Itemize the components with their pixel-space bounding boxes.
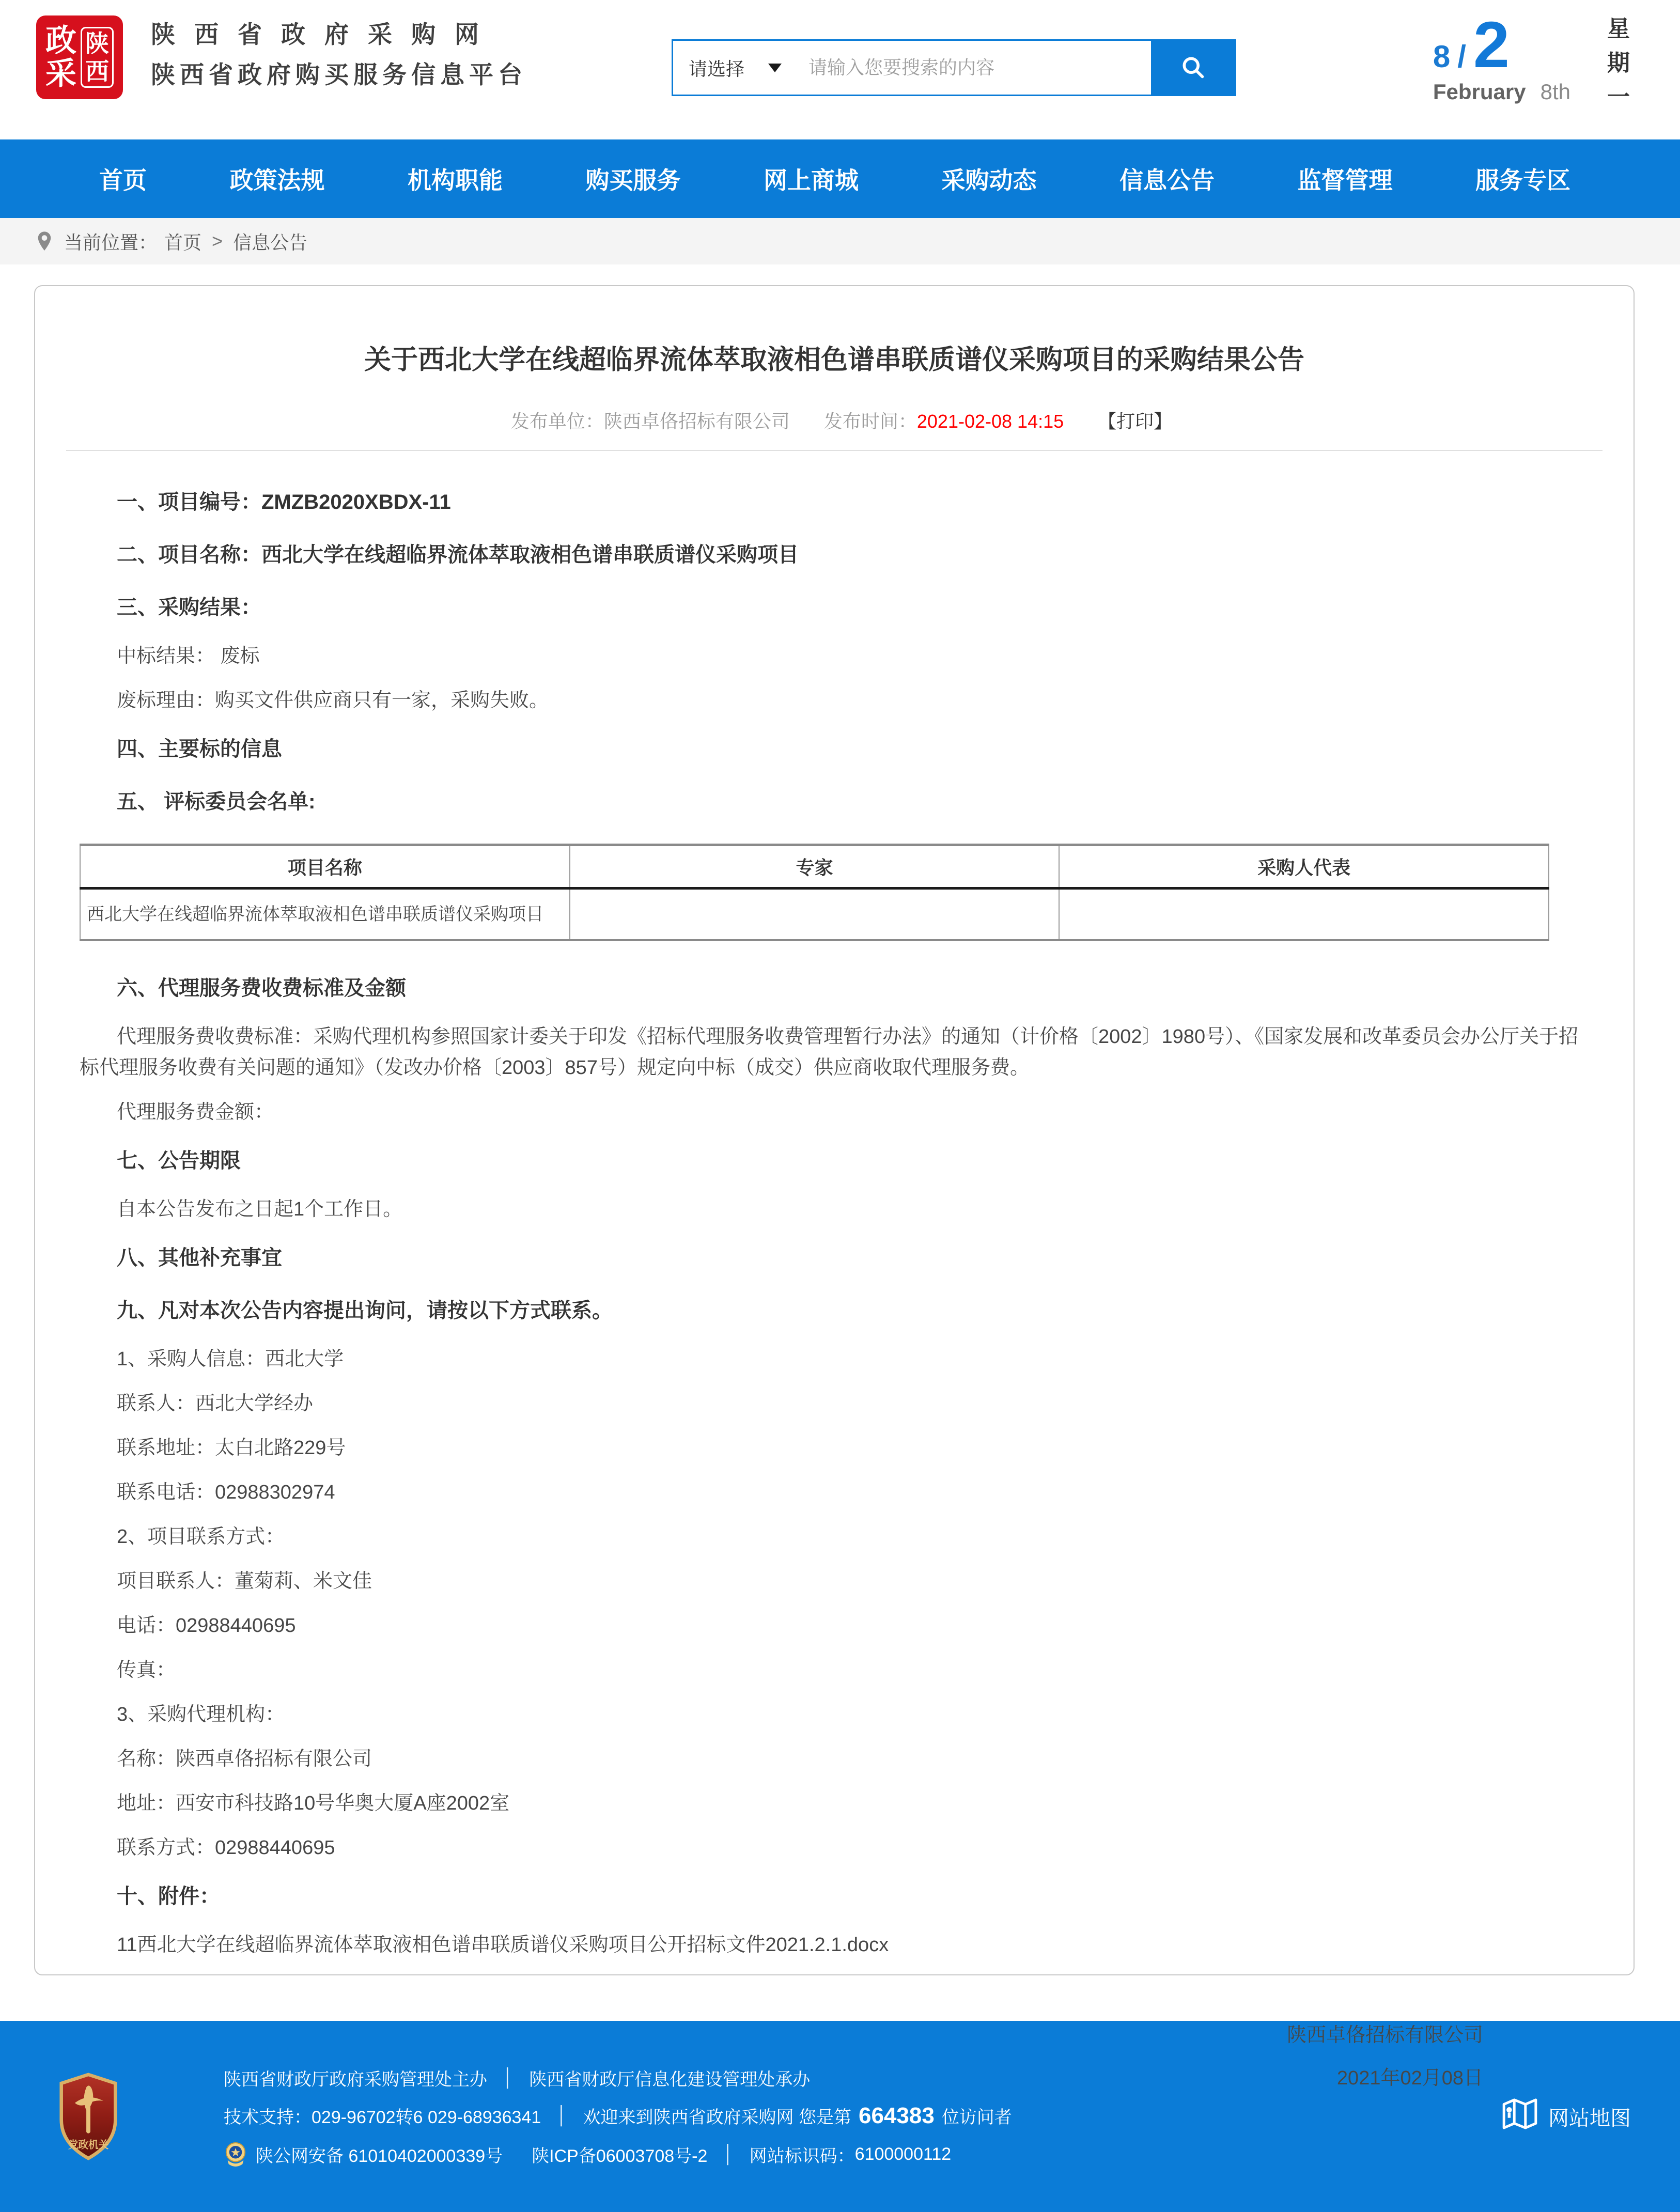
sitemap-label: 网站地图: [1548, 2107, 1631, 2130]
chevron-down-icon: [768, 64, 782, 72]
paragraph: 联系方式：02988440695: [117, 1836, 335, 1859]
paragraph: 二、项目名称：西北大学在线超临界流体萃取液相色谱串联质谱仪采购项目: [117, 543, 799, 566]
search-bar: [672, 39, 1236, 96]
site-subtitle: 陕西省政府购买服务信息平台: [151, 61, 527, 88]
date-month-name: February: [1433, 80, 1526, 104]
footer-text-lines: [224, 2065, 1501, 2168]
publisher-label: 发布单位：: [510, 411, 604, 432]
nav-item[interactable]: 购买服务: [585, 167, 681, 194]
paragraph: 八、其他补充事宜: [117, 1246, 282, 1269]
breadcrumb-separator: >: [212, 230, 223, 252]
logo-char: 西: [85, 58, 109, 85]
publisher: [511, 411, 790, 432]
nav-item[interactable]: 信息公告: [1119, 167, 1215, 194]
publish-time-label: 发布时间：: [823, 411, 917, 432]
footer-divider: │: [723, 2144, 734, 2164]
paragraphs-bottom: [80, 962, 1589, 1967]
cell-experts: [570, 889, 1060, 940]
police-badge-icon: [224, 2141, 247, 2168]
search-select-label: 请选择: [689, 58, 745, 80]
paragraph: 五、 评标委员会名单:: [117, 790, 316, 813]
date-numbers: [1433, 8, 1570, 81]
signature-company: 陕西卓佫招标有限公司: [1286, 2024, 1483, 2046]
table-header-row: [80, 845, 1549, 889]
table-header-cell: 采购人代表: [1059, 845, 1549, 889]
date-month-number: 8: [1433, 39, 1451, 74]
date-words: [1433, 80, 1570, 104]
nav-item[interactable]: 首页: [99, 167, 147, 194]
paragraph: 四、主要标的信息: [117, 738, 282, 760]
publish-time-value: 2021-02-08 14:15: [916, 411, 1064, 432]
paragraph: 代理服务费收费标准：采购代理机构参照国家计委关于印发《招标代理服务收费管理暂行办法》的通知（计价格〔2002〕1980号）、《国家发展和改革委员会办公厅关于招标代理服务收费有关问题的通知》（发改办价格〔2003〕857号）规定向中标（成交）供应商收取代理服务费。: [80, 1025, 1579, 1079]
cell-buyer-representative: [1059, 889, 1549, 940]
footer-host: 陕西省财政厅政府采购管理处主办: [224, 2069, 487, 2090]
visitor-welcome-text: 欢迎来到陕西省政府采购网 您是第: [583, 2108, 851, 2127]
search-category-select[interactable]: [673, 41, 807, 95]
paragraph: 代理服务费金额：: [117, 1101, 274, 1123]
visitor-welcome-suffix: 位访问者: [941, 2108, 1012, 2127]
page-footer: [0, 2021, 1680, 2212]
nav-item[interactable]: 采购动态: [941, 167, 1037, 194]
logo-char: 政: [45, 23, 76, 58]
nav-item[interactable]: 网上商城: [764, 167, 859, 194]
breadcrumb-current[interactable]: 信息公告: [233, 231, 308, 253]
tech-support-phones: 029-96702转6 029-68936341: [312, 2108, 541, 2127]
main-nav: [0, 139, 1680, 218]
paragraph: 一、项目编号：ZMZB2020XBDX-11: [117, 491, 451, 513]
date-widget: [1433, 8, 1632, 125]
paragraph: 中标结果： 废标: [117, 645, 260, 667]
footer-line-organizers: [224, 2065, 1501, 2091]
public-security-registration-link[interactable]: 陕公网安备 61010402000339号: [256, 2146, 503, 2166]
breadcrumb: [0, 218, 1680, 264]
paragraph: 3、采购代理机构：: [117, 1703, 285, 1725]
signature-date: 2021年02月08日: [1336, 2067, 1483, 2089]
party-government-shield-icon: [54, 2073, 122, 2160]
paragraph: 名称：陕西卓佫招标有限公司: [117, 1748, 372, 1770]
paragraph: 2、项目联系方式：: [117, 1525, 285, 1548]
site-code-label: 网站标识码：: [749, 2146, 855, 2166]
paragraph: 联系地址：太白北路229号: [117, 1437, 346, 1459]
article-body: [35, 451, 1634, 2097]
paragraph: 废标理由：购买文件供应商只有一家，采购失败。: [117, 690, 549, 711]
date-day-ordinal: 8th: [1540, 80, 1570, 104]
search-input[interactable]: [807, 41, 1151, 95]
location-pin-icon: [36, 231, 53, 252]
publisher-value: 陕西卓佫招标有限公司: [603, 411, 790, 432]
logo-char: 采: [45, 56, 76, 91]
breadcrumb-home-link[interactable]: 首页: [164, 231, 202, 253]
print-button[interactable]: 【打印】: [1098, 411, 1173, 432]
paragraph: 自本公告发布之日起1个工作日。: [117, 1198, 403, 1220]
date-day-number: 2: [1473, 8, 1510, 81]
visitor-count: 664383: [858, 2102, 935, 2128]
nav-item[interactable]: 机构职能: [408, 167, 503, 194]
footer-line-registration: [224, 2141, 1501, 2168]
paragraph: 项目联系人：董菊莉、米文佳: [117, 1570, 372, 1592]
sitemap-link[interactable]: [1501, 2095, 1631, 2138]
map-icon: [1501, 2095, 1539, 2138]
paragraph: 联系电话：02988302974: [117, 1481, 335, 1503]
paragraph: 六、代理服务费收费标准及金额: [117, 976, 406, 1000]
site-titles: [151, 21, 527, 89]
footer-undertaker: 陕西省财政厅信息化建设管理处承办: [529, 2069, 811, 2090]
nav-item[interactable]: 监督管理: [1297, 167, 1393, 194]
table-header-cell: 项目名称: [80, 845, 570, 889]
paragraph: 联系人：西北大学经办: [117, 1392, 314, 1414]
paragraph: 三、采购结果：: [117, 596, 261, 619]
committee-table: [80, 844, 1549, 941]
logo-left-characters: [45, 24, 76, 90]
date-slash: /: [1457, 39, 1466, 74]
footer-divider: │: [503, 2067, 514, 2088]
breadcrumb-label: 当前位置：: [64, 231, 158, 253]
site-code-value: 6100000112: [854, 2144, 952, 2164]
article-meta: [35, 407, 1634, 433]
cell-project-name: 西北大学在线超临界流体萃取液相色谱串联质谱仪采购项目: [87, 904, 543, 924]
footer-divider: │: [556, 2106, 568, 2125]
page-title: 关于西北大学在线超临界流体萃取液相色谱串联质谱仪采购项目的采购结果公告: [364, 345, 1304, 375]
paragraph: 地址：西安市科技路10号华奥大厦A座2002室: [117, 1792, 510, 1814]
icp-registration-link[interactable]: 陕ICP备06003708号-2: [532, 2146, 708, 2166]
site-title: 陕西省政府采购网: [151, 21, 498, 48]
date-weekday: 星期一: [1604, 17, 1629, 119]
table-header-cell: 专家: [570, 845, 1060, 889]
footer-line-support: [224, 2103, 1501, 2129]
search-button[interactable]: [1151, 41, 1235, 95]
site-logo: [36, 15, 123, 99]
table-row: [80, 889, 1549, 940]
page-header: [0, 0, 1680, 139]
paragraph: 11西北大学在线超临界流体萃取液相色谱串联质谱仪采购项目公开招标文件2021.2.1.docx: [117, 1934, 889, 1956]
paragraphs-top: [80, 476, 1589, 828]
paragraph: 电话：02988440695: [117, 1614, 296, 1637]
paragraph: 传真：: [117, 1659, 176, 1681]
paragraph: 十、附件：: [117, 1884, 220, 1908]
nav-item[interactable]: 政策法规: [229, 167, 325, 194]
logo-char: 陕: [85, 30, 109, 57]
nav-item[interactable]: 服务专区: [1475, 167, 1570, 194]
logo-right-characters: [81, 27, 114, 88]
svg-text:党政机关: 党政机关: [68, 2139, 109, 2151]
paragraph: 九、凡对本次公告内容提出询问，请按以下方式联系。: [117, 1299, 613, 1322]
date-numeric-block: [1433, 8, 1570, 125]
search-icon: [1179, 54, 1206, 82]
publish-time: [824, 411, 1064, 432]
paragraph: 1、采购人信息：西北大学: [117, 1348, 344, 1370]
paragraph: 七、公告期限: [117, 1149, 241, 1172]
tech-support-label: 技术支持：: [224, 2108, 312, 2127]
